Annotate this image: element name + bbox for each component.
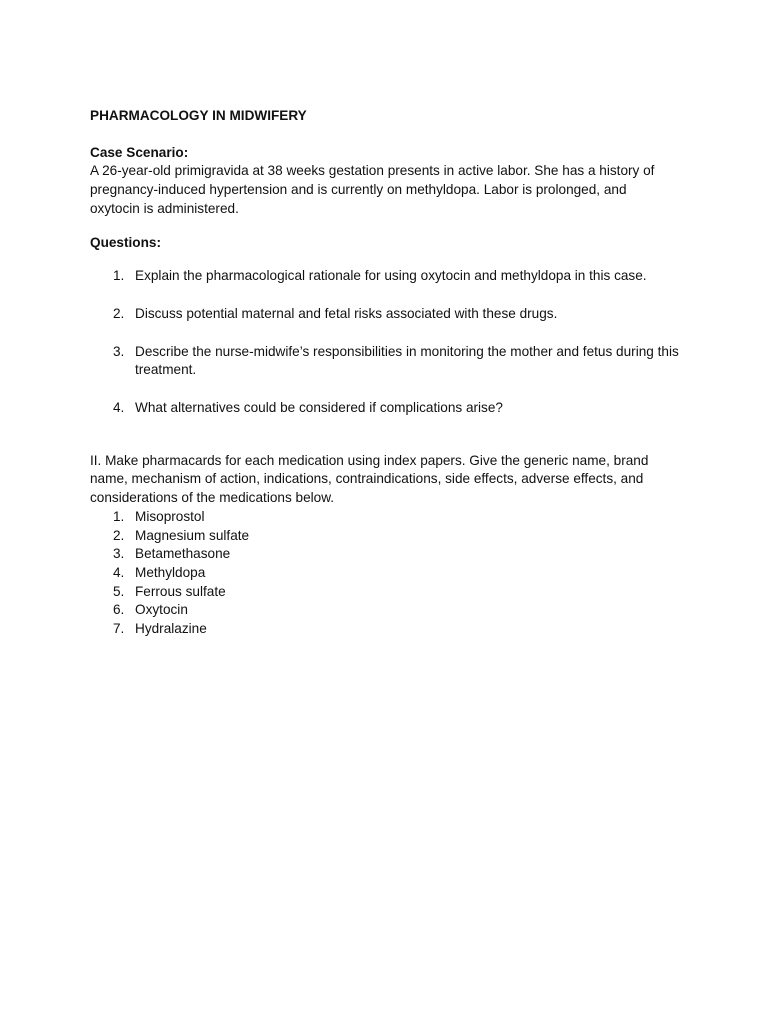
medication-number: 6. bbox=[113, 602, 125, 618]
question-text: Describe the nurse-midwife’s responsibilities in monitoring the mother and fetus during this treatment. bbox=[135, 343, 679, 378]
case-scenario-text: A 26-year-old primigravida at 38 weeks gestation presents in active labor. She has a history of pregnancy-induced hypertension and is currently on methyldopa. Labor is prolonged, and oxytocin is administered. bbox=[90, 163, 655, 216]
medication-name: Hydralazine bbox=[135, 621, 207, 637]
medication-item bbox=[90, 545, 680, 564]
medication-item bbox=[90, 620, 680, 639]
medication-name: Ferrous sulfate bbox=[135, 583, 226, 599]
question-number: 1. bbox=[113, 268, 125, 284]
part-two-instructions: II. Make pharmacards for each medication using index papers. Give the generic name, brand name, mechanism of action, indications, contraindications, side effects, adverse effects, and considerations of the medications below. bbox=[90, 452, 649, 506]
question-number: 4. bbox=[113, 400, 125, 416]
medication-number: 4. bbox=[113, 564, 125, 580]
medication-number: 2. bbox=[113, 527, 125, 543]
question-item bbox=[90, 305, 680, 324]
medication-name: Oxytocin bbox=[135, 602, 188, 618]
question-item bbox=[90, 343, 680, 380]
medication-number: 5. bbox=[113, 583, 125, 599]
case-scenario-heading: Case Scenario: bbox=[90, 144, 189, 160]
document-title: PHARMACOLOGY IN MIDWIFERY bbox=[90, 108, 307, 123]
medication-item bbox=[90, 583, 680, 602]
medication-number: 1. bbox=[113, 508, 125, 524]
medication-name: Magnesium sulfate bbox=[135, 527, 250, 543]
medication-item bbox=[90, 527, 680, 546]
question-item bbox=[90, 267, 680, 286]
medication-name: Methyldopa bbox=[135, 564, 206, 580]
question-text: Explain the pharmacological rationale for using oxytocin and methyldopa in this case. bbox=[135, 268, 647, 284]
medication-item bbox=[90, 564, 680, 583]
document-body bbox=[90, 107, 680, 639]
questions-list bbox=[90, 267, 680, 418]
medications-list bbox=[90, 508, 680, 639]
medication-name: Betamethasone bbox=[135, 546, 231, 562]
medication-name: Misoprostol bbox=[135, 508, 205, 524]
medication-number: 3. bbox=[113, 546, 125, 562]
question-item bbox=[90, 399, 680, 418]
question-number: 2. bbox=[113, 305, 125, 321]
medication-number: 7. bbox=[113, 621, 125, 637]
question-text: Discuss potential maternal and fetal risks associated with these drugs. bbox=[135, 305, 558, 321]
part-two-section bbox=[90, 452, 680, 639]
questions-heading: Questions: bbox=[90, 234, 161, 250]
medication-item bbox=[90, 601, 680, 620]
question-text: What alternatives could be considered if complications arise? bbox=[135, 400, 503, 416]
question-number: 3. bbox=[113, 343, 125, 359]
medication-item bbox=[90, 508, 680, 527]
